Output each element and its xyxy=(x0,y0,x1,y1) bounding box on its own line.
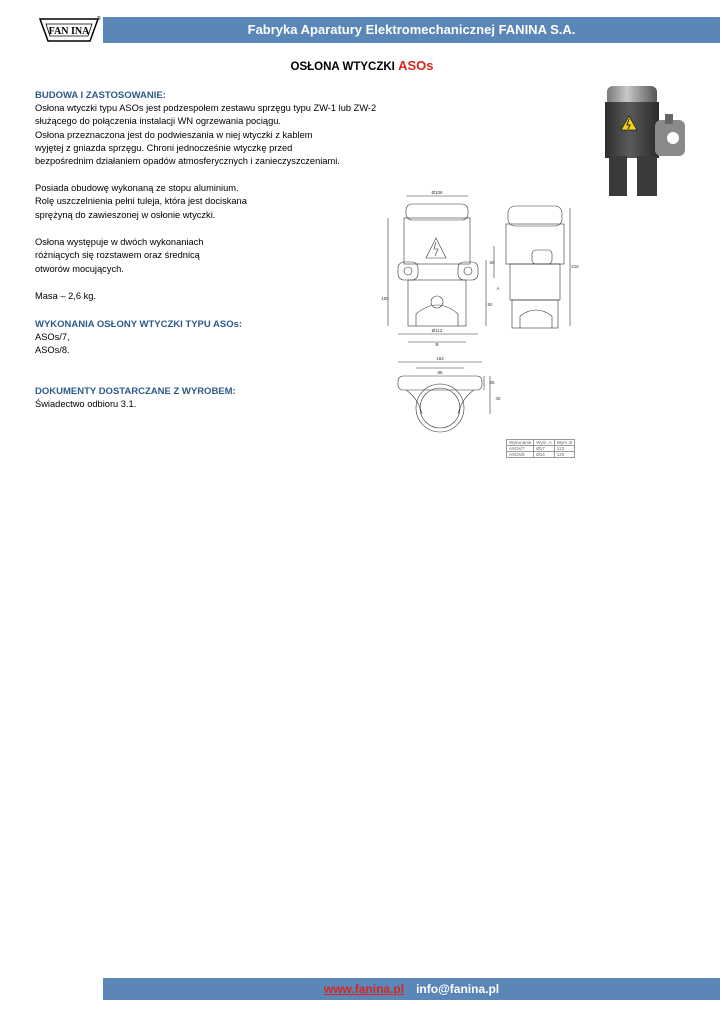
svg-text:FAN INA: FAN INA xyxy=(48,26,90,37)
paragraph-obudowa xyxy=(35,182,247,222)
table-cell: 122 xyxy=(554,446,575,452)
table-header-cell: Wym. B xyxy=(554,440,575,446)
dim-label: Ø112 xyxy=(431,328,443,333)
variant-item: ASOs/8. xyxy=(35,345,70,356)
dim-label: 86 xyxy=(437,370,443,375)
text-line: otworów mocujących. xyxy=(35,263,124,274)
section-heading-docs: DOKUMENTY DOSTARCZANE Z WYROBEM: xyxy=(35,386,236,397)
text-line: Posiada obudowę wykonaną ze stopu aluminium. xyxy=(35,183,239,193)
footer-bar xyxy=(103,978,720,1000)
header-bar xyxy=(103,17,720,43)
paragraph-wykonania xyxy=(35,236,203,276)
mass-text: Masa – 2,6 kg. xyxy=(35,291,96,301)
technical-drawing xyxy=(378,186,592,458)
text-line: różniących się rozstawem oraz średnicą xyxy=(35,250,200,261)
dim-label: 216 xyxy=(571,264,579,269)
text-line: bezpośrednim działaniem opadów atmosferycznych i zanieczyszczeniami. xyxy=(35,156,340,167)
dim-label: A xyxy=(496,286,500,291)
website-link[interactable]: www.fanina.pl xyxy=(323,982,405,996)
email-link[interactable]: info@fanina.pl xyxy=(416,982,500,996)
dim-label: 25 xyxy=(489,380,495,385)
paragraph-budowa xyxy=(35,102,376,168)
title-prefix: OSŁONA WTYCZKI xyxy=(290,61,399,73)
table-header-cell: Wym. A xyxy=(534,440,554,446)
dimension-table xyxy=(506,439,575,458)
bottom-view xyxy=(398,362,490,432)
title-accent: ASOs xyxy=(398,58,434,73)
table-cell: ASOs/8 xyxy=(507,452,534,458)
table-header-cell: Wykonanie xyxy=(507,440,534,446)
dim-label: 50 xyxy=(487,302,493,307)
doc-item: Świadectwo odbioru 3.1. xyxy=(35,399,137,409)
table-header-row xyxy=(507,440,575,446)
table-cell: Ø17 xyxy=(534,446,554,452)
text-line: służącego do połączenia instalacji WN ogrzewania pociągu. xyxy=(35,116,281,127)
side-view xyxy=(506,206,570,328)
svg-text:®: ® xyxy=(97,16,101,22)
section-heading-variants: WYKONANIA OSŁONY WTYCZKI TYPU ASOs: xyxy=(35,319,243,330)
text-line: wyjętej z gniazda sprzęgu. Chroni jednocześnie wtyczkę przed xyxy=(35,142,293,153)
front-view xyxy=(388,196,494,342)
table-cell: 120 xyxy=(554,452,575,458)
variants-list xyxy=(35,331,70,358)
document-title xyxy=(0,58,724,73)
docs-list xyxy=(35,398,136,411)
dim-label: 162 xyxy=(436,356,444,361)
table-cell: ASOs/7 xyxy=(507,446,534,452)
text-line: Osłona wtyczki typu ASOs jest podzespołem zestawu sprzęgu typu ZW-1 lub ZW-2 xyxy=(35,103,377,113)
dim-label: B xyxy=(435,342,439,347)
dim-label: 40 xyxy=(495,396,501,401)
text-line: Rolę uszczelnienia pełni tuleja, która jest dociskana xyxy=(35,196,247,207)
table-cell: Ø14 xyxy=(534,452,554,458)
variant-item: ASOs/7, xyxy=(35,332,70,342)
dim-label: 60 xyxy=(489,260,495,265)
table-row xyxy=(507,452,575,458)
header-title: Fabryka Aparatury Elektromechanicznej FANINA S.A. xyxy=(247,22,576,37)
footer-text xyxy=(103,982,720,996)
paragraph-masa xyxy=(35,290,96,303)
dim-label: Ø106 xyxy=(431,190,443,195)
dim-label: 100 xyxy=(381,296,389,301)
section-heading-budowa: BUDOWA I ZASTOSOWANIE: xyxy=(35,90,166,101)
product-photo xyxy=(603,80,687,198)
text-line: sprężyną do zawieszonej w osłonie wtyczki. xyxy=(35,209,216,220)
text-line: Osłona przeznaczona jest do podwieszania w niej wtyczki z kablem xyxy=(35,129,313,140)
text-line: Osłona występuje w dwóch wykonaniach xyxy=(35,237,204,247)
company-logo xyxy=(38,14,100,46)
